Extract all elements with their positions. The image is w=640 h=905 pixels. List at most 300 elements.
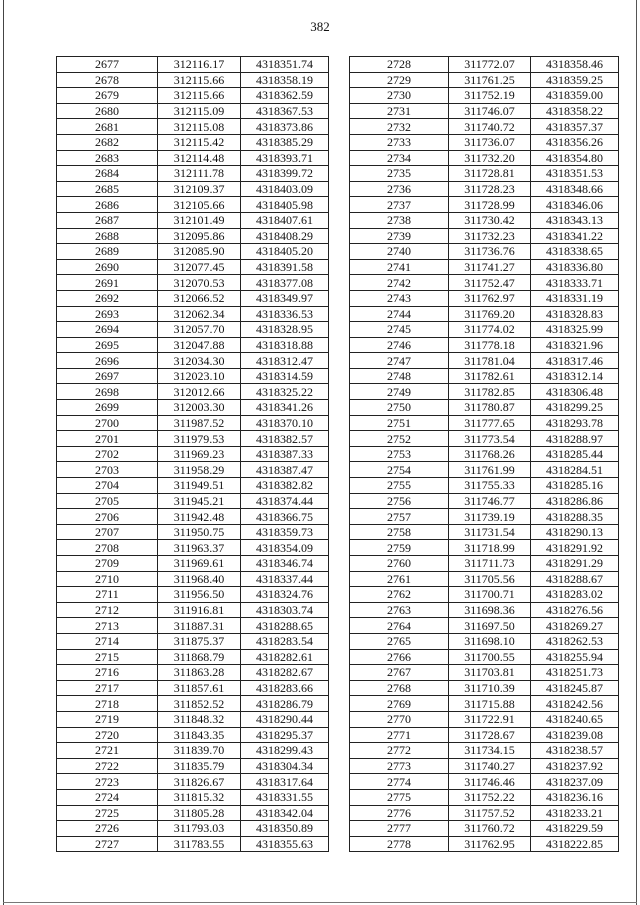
table-row xyxy=(57,72,329,88)
y-coordinate-cell: 4318358.22 xyxy=(531,103,619,119)
table-row xyxy=(350,400,619,416)
point-number-cell: 2733 xyxy=(350,134,449,150)
table-row xyxy=(57,290,329,306)
y-coordinate-cell: 4318373.86 xyxy=(241,119,329,135)
y-coordinate-cell: 4318317.46 xyxy=(531,353,619,369)
y-coordinate-cell: 4318291.29 xyxy=(531,556,619,572)
table-row xyxy=(57,696,329,712)
y-coordinate-cell: 4318295.37 xyxy=(241,727,329,743)
x-coordinate-cell: 311700.71 xyxy=(449,587,531,603)
point-number-cell: 2701 xyxy=(57,431,158,447)
table-body xyxy=(350,57,619,852)
y-coordinate-cell: 4318293.78 xyxy=(531,415,619,431)
y-coordinate-cell: 4318393.71 xyxy=(241,150,329,166)
x-coordinate-cell: 311805.28 xyxy=(158,805,241,821)
table-row xyxy=(350,322,619,338)
x-coordinate-cell: 312115.42 xyxy=(158,134,241,150)
x-coordinate-cell: 311839.70 xyxy=(158,743,241,759)
y-coordinate-cell: 4318283.66 xyxy=(241,680,329,696)
point-number-cell: 2680 xyxy=(57,103,158,119)
point-number-cell: 2685 xyxy=(57,181,158,197)
table-row xyxy=(350,446,619,462)
point-number-cell: 2753 xyxy=(350,446,449,462)
table-body xyxy=(57,57,329,852)
table-row xyxy=(350,649,619,665)
y-coordinate-cell: 4318312.47 xyxy=(241,353,329,369)
table-row xyxy=(350,462,619,478)
x-coordinate-cell: 311777.65 xyxy=(449,415,531,431)
y-coordinate-cell: 4318303.74 xyxy=(241,602,329,618)
x-coordinate-cell: 311711.73 xyxy=(449,556,531,572)
table-row xyxy=(57,774,329,790)
point-number-cell: 2681 xyxy=(57,119,158,135)
table-row xyxy=(57,758,329,774)
table-row xyxy=(57,509,329,525)
point-number-cell: 2710 xyxy=(57,571,158,587)
y-coordinate-cell: 4318343.13 xyxy=(531,212,619,228)
y-coordinate-cell: 4318391.58 xyxy=(241,259,329,275)
x-coordinate-cell: 312062.34 xyxy=(158,306,241,322)
table-row xyxy=(350,587,619,603)
y-coordinate-cell: 4318331.19 xyxy=(531,290,619,306)
table-row xyxy=(57,400,329,416)
point-number-cell: 2729 xyxy=(350,72,449,88)
point-number-cell: 2748 xyxy=(350,368,449,384)
x-coordinate-cell: 311740.27 xyxy=(449,758,531,774)
y-coordinate-cell: 4318359.73 xyxy=(241,524,329,540)
y-coordinate-cell: 4318222.85 xyxy=(531,836,619,852)
point-number-cell: 2764 xyxy=(350,618,449,634)
point-number-cell: 2699 xyxy=(57,400,158,416)
table-row xyxy=(57,228,329,244)
table-row xyxy=(350,290,619,306)
coordinates-table-right xyxy=(349,56,619,852)
table-row xyxy=(350,524,619,540)
x-coordinate-cell: 312070.53 xyxy=(158,275,241,291)
point-number-cell: 2756 xyxy=(350,493,449,509)
point-number-cell: 2745 xyxy=(350,322,449,338)
y-coordinate-cell: 4318324.76 xyxy=(241,587,329,603)
y-coordinate-cell: 4318374.44 xyxy=(241,493,329,509)
y-coordinate-cell: 4318354.80 xyxy=(531,150,619,166)
y-coordinate-cell: 4318408.29 xyxy=(241,228,329,244)
table-row xyxy=(350,57,619,73)
point-number-cell: 2763 xyxy=(350,602,449,618)
x-coordinate-cell: 312023.10 xyxy=(158,368,241,384)
x-coordinate-cell: 312115.66 xyxy=(158,72,241,88)
table-row xyxy=(57,181,329,197)
point-number-cell: 2734 xyxy=(350,150,449,166)
table-row xyxy=(350,836,619,852)
y-coordinate-cell: 4318341.26 xyxy=(241,400,329,416)
point-number-cell: 2711 xyxy=(57,587,158,603)
page-number: 382 xyxy=(310,19,330,34)
point-number-cell: 2716 xyxy=(57,665,158,681)
x-coordinate-cell: 311987.52 xyxy=(158,415,241,431)
point-number-cell: 2679 xyxy=(57,88,158,104)
y-coordinate-cell: 4318362.59 xyxy=(241,88,329,104)
point-number-cell: 2740 xyxy=(350,244,449,260)
y-coordinate-cell: 4318359.00 xyxy=(531,88,619,104)
table-row xyxy=(57,197,329,213)
point-number-cell: 2739 xyxy=(350,228,449,244)
point-number-cell: 2759 xyxy=(350,540,449,556)
y-coordinate-cell: 4318314.59 xyxy=(241,368,329,384)
y-coordinate-cell: 4318245.87 xyxy=(531,680,619,696)
point-number-cell: 2697 xyxy=(57,368,158,384)
x-coordinate-cell: 312101.49 xyxy=(158,212,241,228)
x-coordinate-cell: 311760.72 xyxy=(449,821,531,837)
x-coordinate-cell: 311778.18 xyxy=(449,337,531,353)
point-number-cell: 2717 xyxy=(57,680,158,696)
y-coordinate-cell: 4318328.95 xyxy=(241,322,329,338)
y-coordinate-cell: 4318357.37 xyxy=(531,119,619,135)
point-number-cell: 2741 xyxy=(350,259,449,275)
y-coordinate-cell: 4318237.92 xyxy=(531,758,619,774)
y-coordinate-cell: 4318321.96 xyxy=(531,337,619,353)
x-coordinate-cell: 311736.07 xyxy=(449,134,531,150)
x-coordinate-cell: 311780.87 xyxy=(449,400,531,416)
table-row xyxy=(57,836,329,852)
table-row xyxy=(350,166,619,182)
x-coordinate-cell: 312115.09 xyxy=(158,103,241,119)
y-coordinate-cell: 4318285.16 xyxy=(531,478,619,494)
x-coordinate-cell: 311718.99 xyxy=(449,540,531,556)
x-coordinate-cell: 311732.23 xyxy=(449,228,531,244)
x-coordinate-cell: 311958.29 xyxy=(158,462,241,478)
point-number-cell: 2712 xyxy=(57,602,158,618)
table-row xyxy=(350,478,619,494)
x-coordinate-cell: 311945.21 xyxy=(158,493,241,509)
y-coordinate-cell: 4318283.54 xyxy=(241,633,329,649)
table-row xyxy=(350,556,619,572)
y-coordinate-cell: 4318366.75 xyxy=(241,509,329,525)
point-number-cell: 2713 xyxy=(57,618,158,634)
point-number-cell: 2742 xyxy=(350,275,449,291)
point-number-cell: 2718 xyxy=(57,696,158,712)
point-number-cell: 2694 xyxy=(57,322,158,338)
table-row xyxy=(350,353,619,369)
y-coordinate-cell: 4318285.44 xyxy=(531,446,619,462)
point-number-cell: 2692 xyxy=(57,290,158,306)
point-number-cell: 2720 xyxy=(57,727,158,743)
point-number-cell: 2688 xyxy=(57,228,158,244)
table-row xyxy=(57,821,329,837)
table-row xyxy=(350,212,619,228)
point-number-cell: 2678 xyxy=(57,72,158,88)
x-coordinate-cell: 311772.07 xyxy=(449,57,531,73)
table-row xyxy=(350,431,619,447)
point-number-cell: 2770 xyxy=(350,711,449,727)
table-row xyxy=(57,384,329,400)
y-coordinate-cell: 4318288.67 xyxy=(531,571,619,587)
y-coordinate-cell: 4318351.74 xyxy=(241,57,329,73)
x-coordinate-cell: 311769.20 xyxy=(449,306,531,322)
point-number-cell: 2698 xyxy=(57,384,158,400)
x-coordinate-cell: 312115.08 xyxy=(158,119,241,135)
y-coordinate-cell: 4318367.53 xyxy=(241,103,329,119)
x-coordinate-cell: 311732.20 xyxy=(449,150,531,166)
table-row xyxy=(57,587,329,603)
y-coordinate-cell: 4318405.20 xyxy=(241,244,329,260)
table-row xyxy=(57,571,329,587)
x-coordinate-cell: 311728.99 xyxy=(449,197,531,213)
y-coordinate-cell: 4318283.02 xyxy=(531,587,619,603)
point-number-cell: 2686 xyxy=(57,197,158,213)
point-number-cell: 2700 xyxy=(57,415,158,431)
x-coordinate-cell: 311698.36 xyxy=(449,602,531,618)
x-coordinate-cell: 311762.97 xyxy=(449,290,531,306)
x-coordinate-cell: 311746.77 xyxy=(449,493,531,509)
x-coordinate-cell: 311715.88 xyxy=(449,696,531,712)
table-row xyxy=(350,134,619,150)
table-row xyxy=(350,509,619,525)
x-coordinate-cell: 311762.95 xyxy=(449,836,531,852)
y-coordinate-cell: 4318251.73 xyxy=(531,665,619,681)
table-row xyxy=(57,805,329,821)
x-coordinate-cell: 312095.86 xyxy=(158,228,241,244)
point-number-cell: 2749 xyxy=(350,384,449,400)
point-number-cell: 2687 xyxy=(57,212,158,228)
table-row xyxy=(57,431,329,447)
point-number-cell: 2768 xyxy=(350,680,449,696)
y-coordinate-cell: 4318338.65 xyxy=(531,244,619,260)
x-coordinate-cell: 311782.61 xyxy=(449,368,531,384)
table-row xyxy=(57,103,329,119)
x-coordinate-cell: 311752.47 xyxy=(449,275,531,291)
point-number-cell: 2693 xyxy=(57,306,158,322)
y-coordinate-cell: 4318333.71 xyxy=(531,275,619,291)
y-coordinate-cell: 4318242.56 xyxy=(531,696,619,712)
y-coordinate-cell: 4318318.88 xyxy=(241,337,329,353)
point-number-cell: 2775 xyxy=(350,789,449,805)
table-row xyxy=(57,711,329,727)
y-coordinate-cell: 4318237.09 xyxy=(531,774,619,790)
table-row xyxy=(350,743,619,759)
y-coordinate-cell: 4318276.56 xyxy=(531,602,619,618)
x-coordinate-cell: 311857.61 xyxy=(158,680,241,696)
table-row xyxy=(57,150,329,166)
point-number-cell: 2684 xyxy=(57,166,158,182)
coordinates-table-left xyxy=(56,56,329,852)
table-row xyxy=(57,478,329,494)
point-number-cell: 2761 xyxy=(350,571,449,587)
x-coordinate-cell: 311969.61 xyxy=(158,556,241,572)
x-coordinate-cell: 311705.56 xyxy=(449,571,531,587)
x-coordinate-cell: 311793.03 xyxy=(158,821,241,837)
point-number-cell: 2736 xyxy=(350,181,449,197)
table-row xyxy=(57,680,329,696)
x-coordinate-cell: 311736.76 xyxy=(449,244,531,260)
x-coordinate-cell: 311916.81 xyxy=(158,602,241,618)
x-coordinate-cell: 311761.99 xyxy=(449,462,531,478)
y-coordinate-cell: 4318349.97 xyxy=(241,290,329,306)
x-coordinate-cell: 312012.66 xyxy=(158,384,241,400)
y-coordinate-cell: 4318306.48 xyxy=(531,384,619,400)
table-row xyxy=(57,462,329,478)
x-coordinate-cell: 311979.53 xyxy=(158,431,241,447)
table-row xyxy=(57,789,329,805)
table-row xyxy=(57,415,329,431)
y-coordinate-cell: 4318288.35 xyxy=(531,509,619,525)
table-row xyxy=(57,337,329,353)
y-coordinate-cell: 4318284.51 xyxy=(531,462,619,478)
x-coordinate-cell: 311728.81 xyxy=(449,166,531,182)
table-row xyxy=(350,665,619,681)
y-coordinate-cell: 4318282.61 xyxy=(241,649,329,665)
table-row xyxy=(350,275,619,291)
y-coordinate-cell: 4318405.98 xyxy=(241,197,329,213)
x-coordinate-cell: 312034.30 xyxy=(158,353,241,369)
x-coordinate-cell: 311697.50 xyxy=(449,618,531,634)
y-coordinate-cell: 4318341.22 xyxy=(531,228,619,244)
y-coordinate-cell: 4318290.44 xyxy=(241,711,329,727)
y-coordinate-cell: 4318299.43 xyxy=(241,743,329,759)
x-coordinate-cell: 311761.25 xyxy=(449,72,531,88)
y-coordinate-cell: 4318288.65 xyxy=(241,618,329,634)
scan-edge-bottom xyxy=(3,902,637,903)
point-number-cell: 2777 xyxy=(350,821,449,837)
table-row xyxy=(350,493,619,509)
y-coordinate-cell: 4318269.27 xyxy=(531,618,619,634)
table-row xyxy=(57,353,329,369)
y-coordinate-cell: 4318355.63 xyxy=(241,836,329,852)
table-row xyxy=(57,602,329,618)
point-number-cell: 2778 xyxy=(350,836,449,852)
point-number-cell: 2719 xyxy=(57,711,158,727)
point-number-cell: 2730 xyxy=(350,88,449,104)
table-row xyxy=(350,181,619,197)
y-coordinate-cell: 4318377.08 xyxy=(241,275,329,291)
table-row xyxy=(57,743,329,759)
x-coordinate-cell: 311950.75 xyxy=(158,524,241,540)
table-row xyxy=(350,602,619,618)
y-coordinate-cell: 4318325.22 xyxy=(241,384,329,400)
x-coordinate-cell: 312003.30 xyxy=(158,400,241,416)
point-number-cell: 2755 xyxy=(350,478,449,494)
y-coordinate-cell: 4318350.89 xyxy=(241,821,329,837)
point-number-cell: 2728 xyxy=(350,57,449,73)
x-coordinate-cell: 312115.66 xyxy=(158,88,241,104)
x-coordinate-cell: 311755.33 xyxy=(449,478,531,494)
x-coordinate-cell: 312057.70 xyxy=(158,322,241,338)
y-coordinate-cell: 4318356.26 xyxy=(531,134,619,150)
table-row xyxy=(350,244,619,260)
table-row xyxy=(350,680,619,696)
table-row xyxy=(350,821,619,837)
y-coordinate-cell: 4318238.57 xyxy=(531,743,619,759)
table-row xyxy=(350,571,619,587)
point-number-cell: 2731 xyxy=(350,103,449,119)
table-row xyxy=(350,384,619,400)
y-coordinate-cell: 4318291.92 xyxy=(531,540,619,556)
y-coordinate-cell: 4318382.82 xyxy=(241,478,329,494)
x-coordinate-cell: 311728.67 xyxy=(449,727,531,743)
point-number-cell: 2677 xyxy=(57,57,158,73)
table-row xyxy=(57,493,329,509)
point-number-cell: 2722 xyxy=(57,758,158,774)
x-coordinate-cell: 311815.32 xyxy=(158,789,241,805)
y-coordinate-cell: 4318239.08 xyxy=(531,727,619,743)
y-coordinate-cell: 4318240.65 xyxy=(531,711,619,727)
table-row xyxy=(350,540,619,556)
y-coordinate-cell: 4318351.53 xyxy=(531,166,619,182)
x-coordinate-cell: 311887.31 xyxy=(158,618,241,634)
y-coordinate-cell: 4318337.44 xyxy=(241,571,329,587)
table-row xyxy=(350,88,619,104)
point-number-cell: 2757 xyxy=(350,509,449,525)
x-coordinate-cell: 311868.79 xyxy=(158,649,241,665)
point-number-cell: 2754 xyxy=(350,462,449,478)
y-coordinate-cell: 4318288.97 xyxy=(531,431,619,447)
table-row xyxy=(57,618,329,634)
x-coordinate-cell: 312114.48 xyxy=(158,150,241,166)
y-coordinate-cell: 4318354.09 xyxy=(241,540,329,556)
table-row xyxy=(57,633,329,649)
point-number-cell: 2774 xyxy=(350,774,449,790)
point-number-cell: 2735 xyxy=(350,166,449,182)
y-coordinate-cell: 4318290.13 xyxy=(531,524,619,540)
table-row xyxy=(57,119,329,135)
table-row xyxy=(350,119,619,135)
x-coordinate-cell: 312085.90 xyxy=(158,244,241,260)
point-number-cell: 2691 xyxy=(57,275,158,291)
point-number-cell: 2725 xyxy=(57,805,158,821)
point-number-cell: 2747 xyxy=(350,353,449,369)
point-number-cell: 2689 xyxy=(57,244,158,260)
x-coordinate-cell: 311746.46 xyxy=(449,774,531,790)
y-coordinate-cell: 4318359.25 xyxy=(531,72,619,88)
y-coordinate-cell: 4318262.53 xyxy=(531,633,619,649)
point-number-cell: 2776 xyxy=(350,805,449,821)
point-number-cell: 2732 xyxy=(350,119,449,135)
point-number-cell: 2715 xyxy=(57,649,158,665)
point-number-cell: 2704 xyxy=(57,478,158,494)
y-coordinate-cell: 4318336.53 xyxy=(241,306,329,322)
x-coordinate-cell: 311746.07 xyxy=(449,103,531,119)
point-number-cell: 2727 xyxy=(57,836,158,852)
table-row xyxy=(57,134,329,150)
point-number-cell: 2709 xyxy=(57,556,158,572)
y-coordinate-cell: 4318255.94 xyxy=(531,649,619,665)
y-coordinate-cell: 4318387.33 xyxy=(241,446,329,462)
point-number-cell: 2765 xyxy=(350,633,449,649)
x-coordinate-cell: 311768.26 xyxy=(449,446,531,462)
x-coordinate-cell: 311757.52 xyxy=(449,805,531,821)
point-number-cell: 2703 xyxy=(57,462,158,478)
x-coordinate-cell: 312116.17 xyxy=(158,57,241,73)
x-coordinate-cell: 311835.79 xyxy=(158,758,241,774)
x-coordinate-cell: 311710.39 xyxy=(449,680,531,696)
table-row xyxy=(57,727,329,743)
table-row xyxy=(350,103,619,119)
y-coordinate-cell: 4318282.67 xyxy=(241,665,329,681)
y-coordinate-cell: 4318286.86 xyxy=(531,493,619,509)
y-coordinate-cell: 4318317.64 xyxy=(241,774,329,790)
table-row xyxy=(350,337,619,353)
y-coordinate-cell: 4318233.21 xyxy=(531,805,619,821)
point-number-cell: 2702 xyxy=(57,446,158,462)
x-coordinate-cell: 312109.37 xyxy=(158,181,241,197)
table-row xyxy=(350,415,619,431)
x-coordinate-cell: 311848.32 xyxy=(158,711,241,727)
x-coordinate-cell: 311741.27 xyxy=(449,259,531,275)
point-number-cell: 2743 xyxy=(350,290,449,306)
y-coordinate-cell: 4318236.16 xyxy=(531,789,619,805)
point-number-cell: 2758 xyxy=(350,524,449,540)
table-row xyxy=(350,711,619,727)
table-row xyxy=(57,259,329,275)
